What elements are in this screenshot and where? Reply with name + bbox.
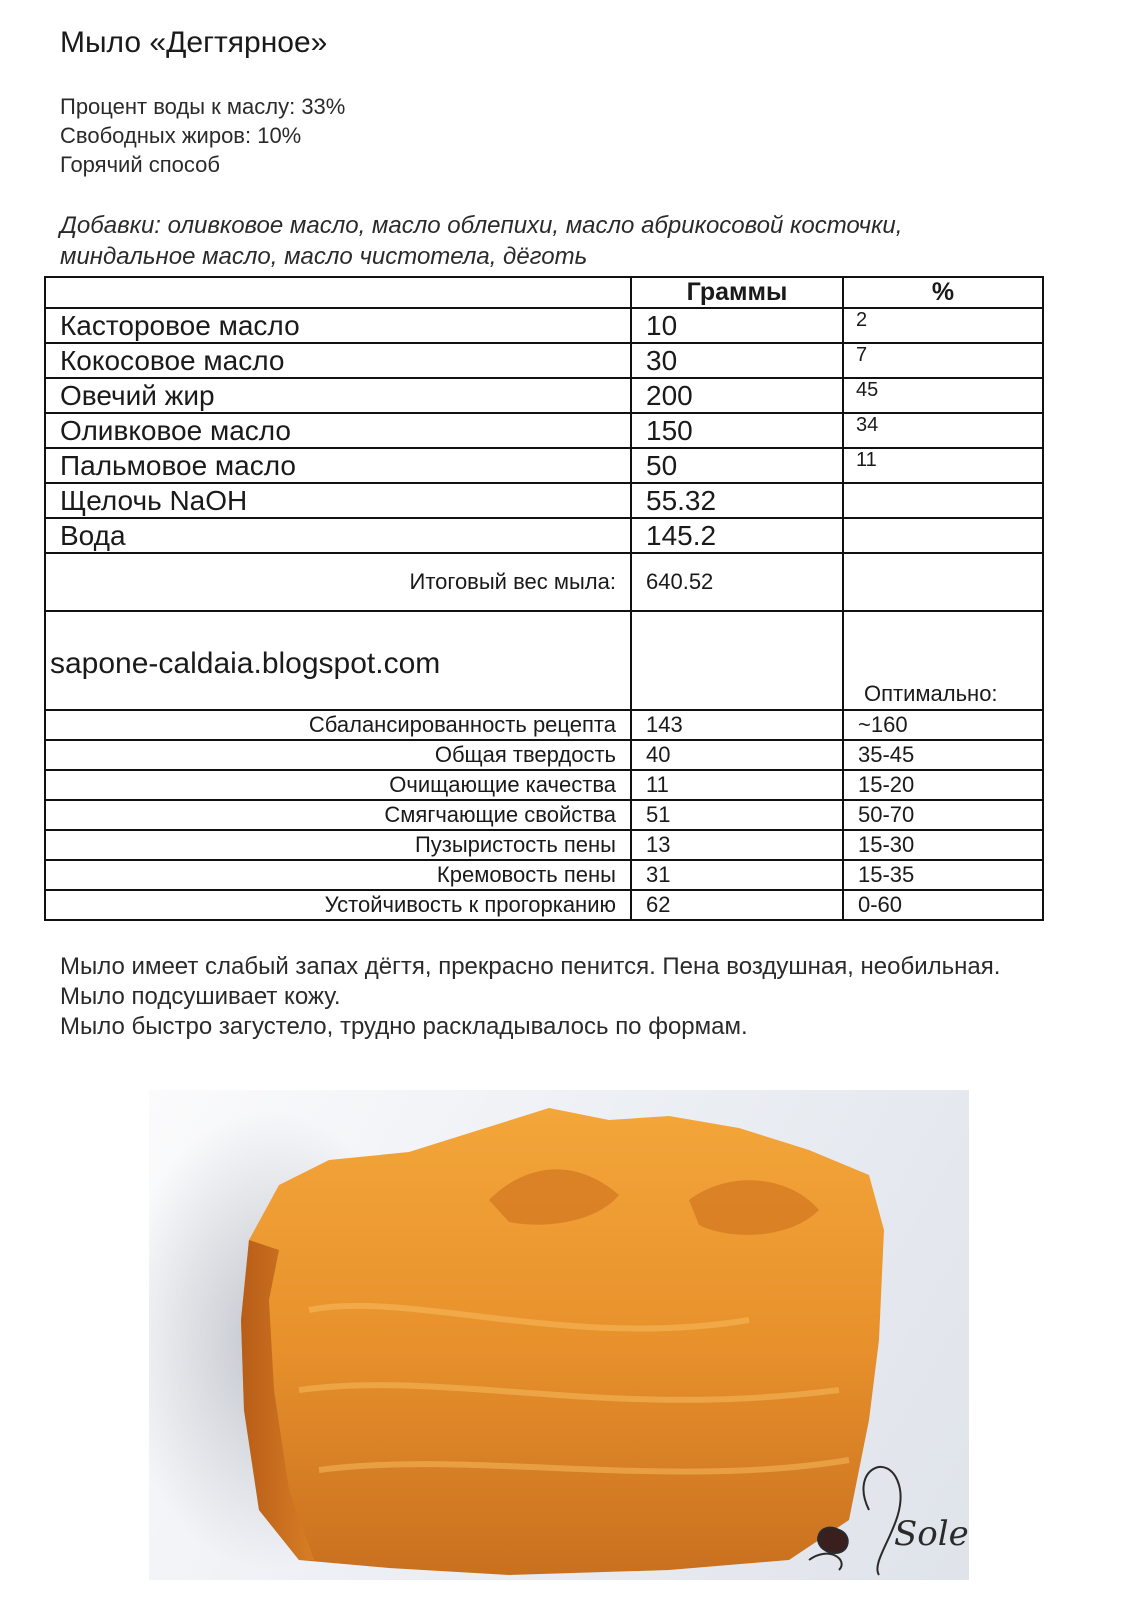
property-name: Устойчивость к прогорканию <box>45 890 631 920</box>
property-name: Сбалансированность рецепта <box>45 710 631 740</box>
notes <box>60 952 1020 1042</box>
property-name: Кремовость пены <box>45 860 631 890</box>
ingredient-percent <box>843 483 1043 518</box>
note-consistency: Мыло быстро загустело, трудно раскладывалось по формам. <box>60 1013 748 1040</box>
ingredient-row <box>45 483 1043 518</box>
ingredient-grams: 200 <box>631 378 843 413</box>
property-row <box>45 830 1043 860</box>
property-optimal: 15-20 <box>843 770 1043 800</box>
ingredient-name: Пальмовое масло <box>45 448 631 483</box>
ingredient-grams: 50 <box>631 448 843 483</box>
ingredient-name: Касторовое масло <box>45 308 631 343</box>
superfat: Свободных жиров: 10% <box>60 123 302 148</box>
property-optimal: 0-60 <box>843 890 1043 920</box>
total-weight-row <box>45 553 1043 611</box>
page-title: Мыло «Дегтярное» <box>60 26 328 59</box>
property-name: Смягчающие свойства <box>45 800 631 830</box>
property-name: Общая твердость <box>45 740 631 770</box>
property-row <box>45 740 1043 770</box>
recipe-parameters <box>60 92 345 179</box>
ingredient-name: Кокосовое масло <box>45 343 631 378</box>
ingredient-grams: 10 <box>631 308 843 343</box>
ingredient-row <box>45 343 1043 378</box>
property-name: Пузыристость пены <box>45 830 631 860</box>
property-optimal: 15-30 <box>843 830 1043 860</box>
additives-text: Добавки: оливковое масло, масло облепихи, масло абрикосовой косточки, миндальное масло, масло чистотела, дёготь <box>60 212 903 270</box>
blog-row <box>45 611 1043 710</box>
ingredient-row <box>45 308 1043 343</box>
ingredient-row <box>45 448 1043 483</box>
property-row <box>45 860 1043 890</box>
property-optimal: ~160 <box>843 710 1043 740</box>
header-percent: % <box>843 277 1043 308</box>
ingredient-name: Овечий жир <box>45 378 631 413</box>
ingredient-grams: 150 <box>631 413 843 448</box>
property-optimal: 35-45 <box>843 740 1043 770</box>
table-header-row <box>45 277 1043 308</box>
ingredient-percent: 2 <box>843 308 1043 343</box>
property-value: 62 <box>631 890 843 920</box>
property-value: 143 <box>631 710 843 740</box>
soap-bar-photo <box>149 1090 969 1580</box>
ingredient-name: Вода <box>45 518 631 553</box>
property-name: Очищающие качества <box>45 770 631 800</box>
blog-url: sapone-caldaia.blogspot.com <box>45 611 631 710</box>
header-grams: Граммы <box>631 277 843 308</box>
ingredient-name: Оливковое масло <box>45 413 631 448</box>
property-row <box>45 710 1043 740</box>
total-empty-cell <box>843 553 1043 611</box>
ingredient-grams: 55.32 <box>631 483 843 518</box>
header-empty-cell <box>45 277 631 308</box>
note-smell: Мыло имеет слабый запах дёгтя, прекрасно пенится. Пена воздушная, необильная. Мыло подсушивает кожу. <box>60 953 1001 1010</box>
property-optimal: 50-70 <box>843 800 1043 830</box>
property-value: 11 <box>631 770 843 800</box>
ingredient-percent: 34 <box>843 413 1043 448</box>
ingredient-row <box>45 413 1043 448</box>
ingredient-row <box>45 378 1043 413</box>
total-weight-value: 640.52 <box>631 553 843 611</box>
property-row <box>45 800 1043 830</box>
method: Горячий способ <box>60 152 220 177</box>
ingredient-percent: 11 <box>843 448 1043 483</box>
ingredient-grams: 30 <box>631 343 843 378</box>
ingredient-percent: 45 <box>843 378 1043 413</box>
soap-bar-illustration <box>149 1090 969 1580</box>
ingredient-name: Щелочь NaOH <box>45 483 631 518</box>
property-value: 31 <box>631 860 843 890</box>
property-value: 40 <box>631 740 843 770</box>
svg-text:Sole: Sole <box>894 1514 969 1554</box>
ingredient-grams: 145.2 <box>631 518 843 553</box>
property-value: 51 <box>631 800 843 830</box>
optimal-label: Оптимально: <box>843 611 1043 710</box>
water-ratio: Процент воды к маслу: 33% <box>60 94 346 119</box>
ingredient-percent: 7 <box>843 343 1043 378</box>
property-value: 13 <box>631 830 843 860</box>
total-weight-label: Итоговый вес мыла: <box>45 553 631 611</box>
property-optimal: 15-35 <box>843 860 1043 890</box>
ingredient-percent <box>843 518 1043 553</box>
recipe-table <box>44 276 1044 921</box>
property-row <box>45 890 1043 920</box>
blog-empty-cell <box>631 611 843 710</box>
ingredient-row <box>45 518 1043 553</box>
property-row <box>45 770 1043 800</box>
